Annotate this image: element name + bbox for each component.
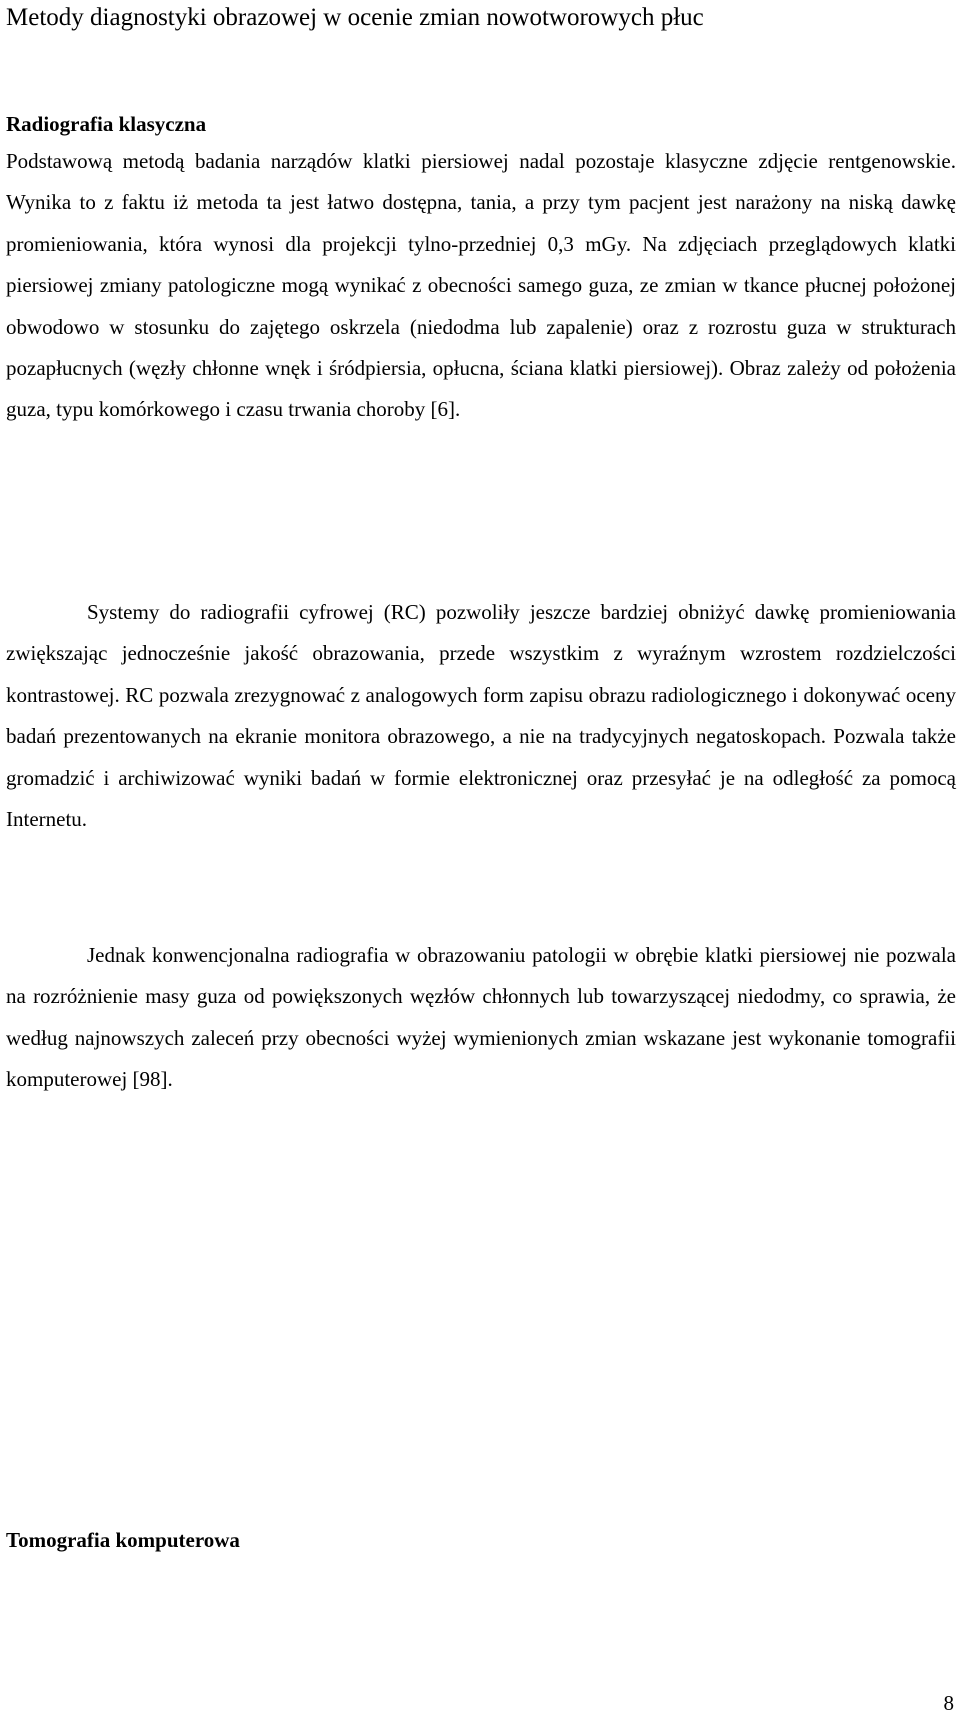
paragraph-1: Podstawową metodą badania narządów klatki piersiowej nadal pozostaje klasyczne zdjęcie rentgenowskie. Wynika to z faktu iż metoda ta jest łatwo dostępna, tania, a przy tym pacjent jest narażony na niską dawkę promieniowania, która wynosi dla projekcji tylno-przedniej 0,3 mGy. Na zdjęciach przeglądowych klatki piersiowej zmiany patologiczne mogą wynikać z obecności samego guza, ze zmian w tkance płucnej położonej obwodowo w stosunku do zajętego oskrzela (niedodma lub zapalenie) oraz z rozrostu guza w strukturach pozapłucnych (węzły chłonne wnęk i śródpiersia, opłucna, ściana klatki piersiowej). Obraz zależy od położenia guza, typu komórkowego i czasu trwania choroby [6].: [6, 149, 956, 422]
page-number: 8: [943, 1691, 954, 1715]
paragraph-2: Systemy do radiografii cyfrowej (RC) pozwoliły jeszcze bardziej obniżyć dawkę promieniowania zwiększając jednocześnie jakość obrazowania, przede wszystkim z wyraźnym wzrostem rozdzielczości kontrastowej. RC pozwala zrezygnować z analogowych form zapisu obrazu radiologicznego i dokonywać oceny badań prezentowanych na ekranie monitora obrazowego, a nie na tradycyjnych negatoskopach. Pozwala także gromadzić i archiwizować wyniki badań w formie elektronicznej oraz przesyłać je na odległość za pomocą Internetu.: [6, 600, 956, 832]
section-heading-radiografia: Radiografia klasyczna: [6, 112, 207, 136]
paragraph-3: Jednak konwencjonalna radiografia w obrazowaniu patologii w obrębie klatki piersiowej nie pozwala na rozróżnienie masy guza od powiększonych węzłów chłonnych lub towarzyszącej niedodmy, co sprawia, że według najnowszych zaleceń przy obecności wyżej wymienionych zmian wskazane jest wykonanie tomografii komputerowej [98].: [6, 943, 956, 1092]
page-title: Metody diagnostyki obrazowej w ocenie zmian nowotworowych płuc: [6, 4, 704, 31]
section-heading-tomografia: Tomografia komputerowa: [6, 1528, 240, 1552]
